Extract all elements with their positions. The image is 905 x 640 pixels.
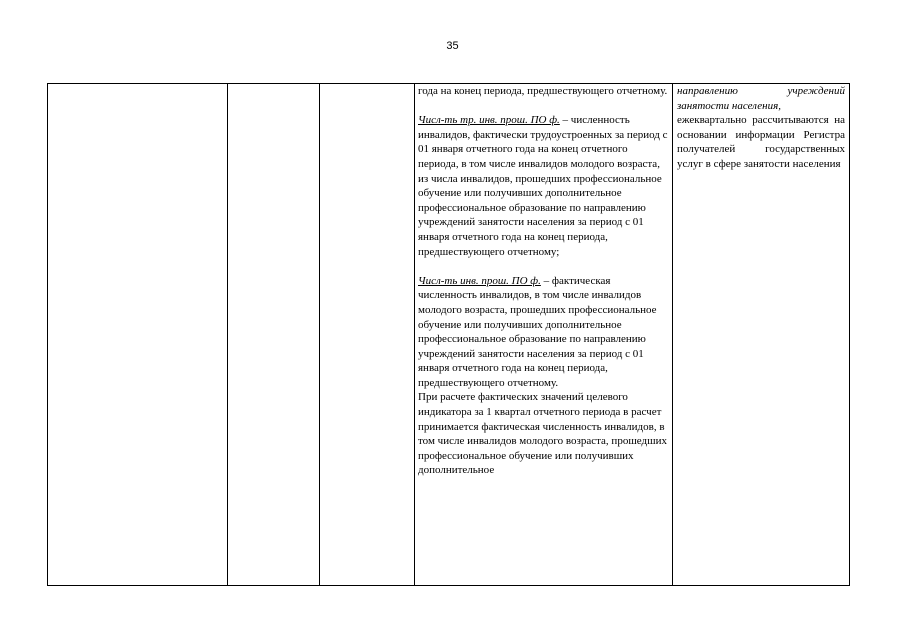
formula-term: Числ-ть инв. прош. ПО ф. xyxy=(418,274,541,287)
document-table xyxy=(47,83,850,586)
paragraph-gap xyxy=(418,99,669,114)
table-cell-col1 xyxy=(48,84,228,586)
table-cell-col2 xyxy=(228,84,320,586)
paragraph-gap xyxy=(418,259,669,274)
description-paragraph-4: При расчете фактических значений целевого индикатора за 1 квартал отчетного периода в расчет принимается фактическая численность инвалидов, в том числе инвалидов молодого возраста, прошедших профессиональное обучение или получивших дополнительное xyxy=(418,391,667,477)
description-paragraph-1: года на конец периода, предшествующего отчетному. xyxy=(418,85,668,97)
table-cell-description xyxy=(415,84,673,586)
source-text: ежеквартально рассчитываются на основании информации Регистра получателей государственных услуг в сфере занятости населения xyxy=(677,114,845,170)
description-paragraph-3 xyxy=(418,274,669,391)
page-number: 35 xyxy=(446,40,459,52)
formula-term: Числ-ть тр. инв. прош. ПО ф. xyxy=(418,114,560,127)
formula-term-definition: – фактическая численность инвалидов, в том числе инвалидов молодого возраста, прошедших профессиональное обучение или получивших дополнительное профессиональное образование по направлению учреждений занятости населения за период с 01 января отчетного года на конец периода, предшествующего отчетному. xyxy=(418,274,657,389)
description-paragraph-2 xyxy=(418,113,669,259)
table-row xyxy=(48,84,850,586)
formula-term-definition: – численность инвалидов, фактически трудоустроенных за период с 01 января отчетного года на конец отчетного периода, в том числе инвалидов молодого возраста, из числа инвалидов, прошедших профессиональное обучение или получивших дополнительное профессиональное образование по направлению учреждений занятости населения за период с 01 января отчетного года на конец периода, предшествующего отчетному; xyxy=(418,114,668,258)
table-cell-col3 xyxy=(320,84,415,586)
table-cell-source xyxy=(673,84,850,586)
source-italic-text: направлению учреждений занятости населения, xyxy=(677,85,845,112)
